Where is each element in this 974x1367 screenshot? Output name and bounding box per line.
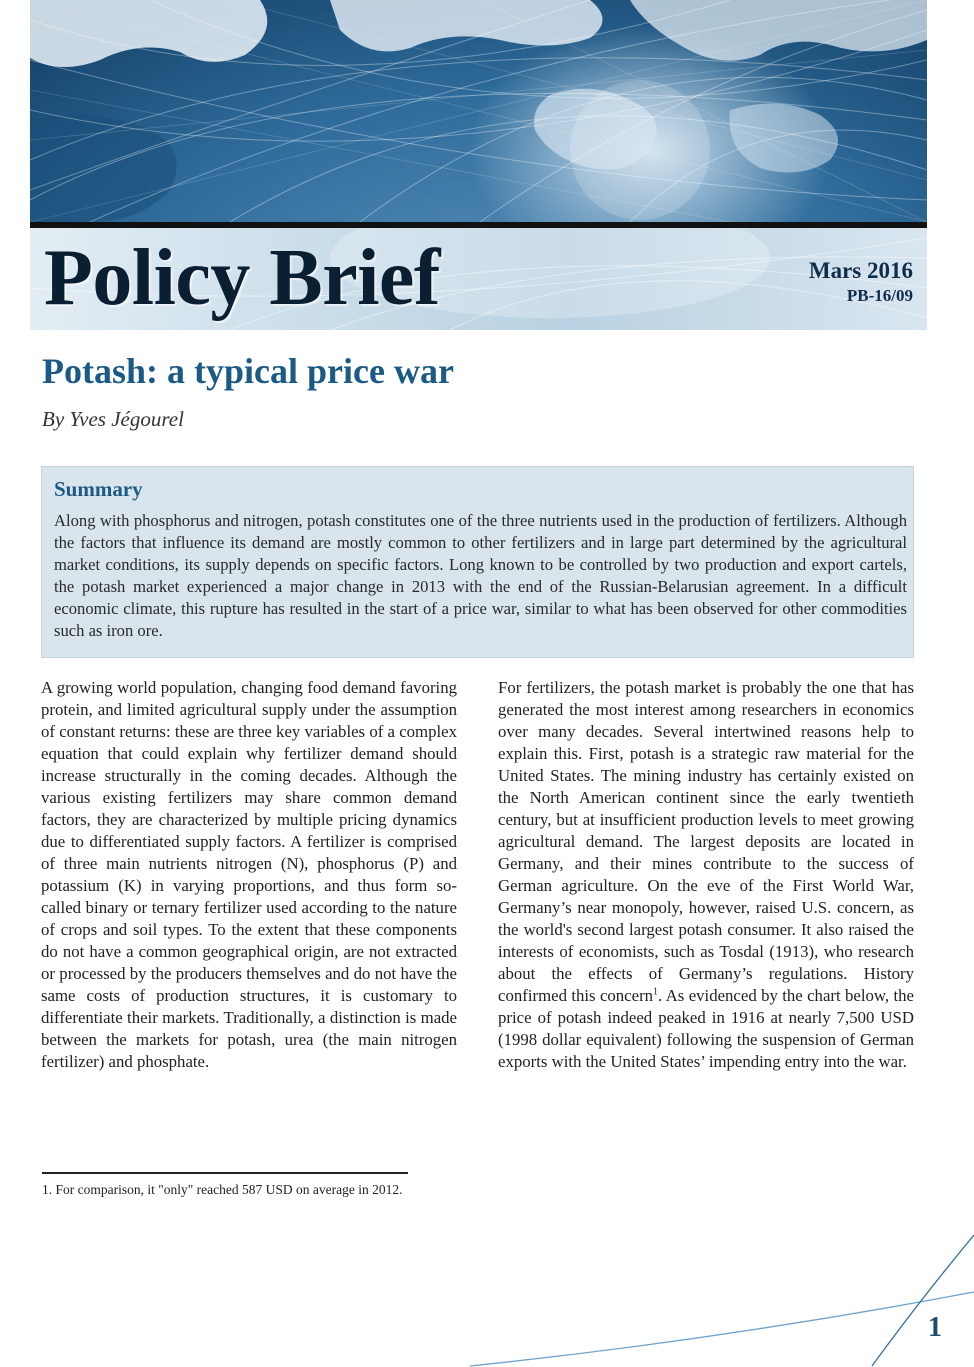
body-right-text: For fertilizers, the potash market is probably the one that has generated the most interest among researchers in economics over many decades. Several intertwined reasons help to explain this. First, potash is a strategic raw material for the United States. The mining industry has certainly existed on the North American continent since the early twentieth century, but at insufficient production levels to meet growing agricultural demand. The largest deposits are located in Germany, and their mines contribute to the success of German agriculture. On the eve of the First World War, Germany’s near monopoly, however, raised U.S. concern, as the world's second largest potash consumer. It also raised the interests of economists, such as Tosdal (1913), who research about the effects of Germany’s regulations. History confirmed this concern	[498, 678, 914, 1005]
issue-code: PB-16/09	[846, 286, 913, 305]
header-banner-image	[30, 0, 927, 222]
page-swoosh-decoration	[0, 1180, 974, 1367]
article-title: Potash: a typical price war	[42, 351, 454, 391]
body-column-left: A growing world population, changing food demand favoring protein, and limited agricultural supply under the assumption of constant returns: these are three key variables of a complex equation that could explain why fertilizer demand should increase structurally in the coming decades. Although the various existing fertilizers may share common demand factors, they are characterized by multiple pricing dynamics due to differentiated supply factors. A fertilizer is comprised of three main nutrients nitrogen (N), phosphorus (P) and potassium (K) in varying proportions, and thus form so-called binary or ternary fertilizer used according to the nature of crops and soil types. To the extent that these components do not have a common geographical origin, are not extracted or processed by the producers themselves and do not have the same costs of production structures, it is customary to differentiate their markets. Traditionally, a distinction is made between the markets for potash, urea (the main nitrogen fertilizer) and phosphate.	[41, 678, 457, 1071]
page-number: 1	[928, 1312, 942, 1343]
footnote: 1. For comparison, it "only" reached 587 USD on average in 2012.	[42, 1182, 403, 1197]
author-byline: By Yves Jégourel	[42, 407, 184, 431]
globe-network-graphic	[30, 0, 927, 222]
summary-box	[41, 466, 914, 658]
body-column-right	[498, 677, 914, 1073]
issue-date: Mars 2016	[808, 258, 913, 283]
summary-text: Along with phosphorus and nitrogen, potash constitutes one of the three nutrients used in the production of fertilizers. Although the factors that influence its demand are mostly common to other fertilizers and in large part determined by the agricultural market conditions, its supply depends on specific factors. Long known to be controlled by two production and export cartels, the potash market experienced a major change in 2013 with the end of the Russian-Belarusian agreement. In a difficult economic climate, this rupture has resulted in the start of a price war, similar to what has been observed for other commodities such as iron ore.	[54, 511, 907, 640]
publication-brand: Policy Brief	[44, 234, 441, 322]
footnote-reference[interactable]: 1	[653, 986, 659, 998]
summary-heading: Summary	[54, 477, 143, 501]
body-right-text-continued: . As evidenced by the chart below, the price of potash indeed peaked in 1916 at nearly 7,500 USD (1998 dollar equivalent) following the suspension of German exports with the United States’ impending entry into the war.	[498, 986, 914, 1071]
title-band	[30, 228, 927, 330]
footnote-divider	[42, 1172, 408, 1174]
